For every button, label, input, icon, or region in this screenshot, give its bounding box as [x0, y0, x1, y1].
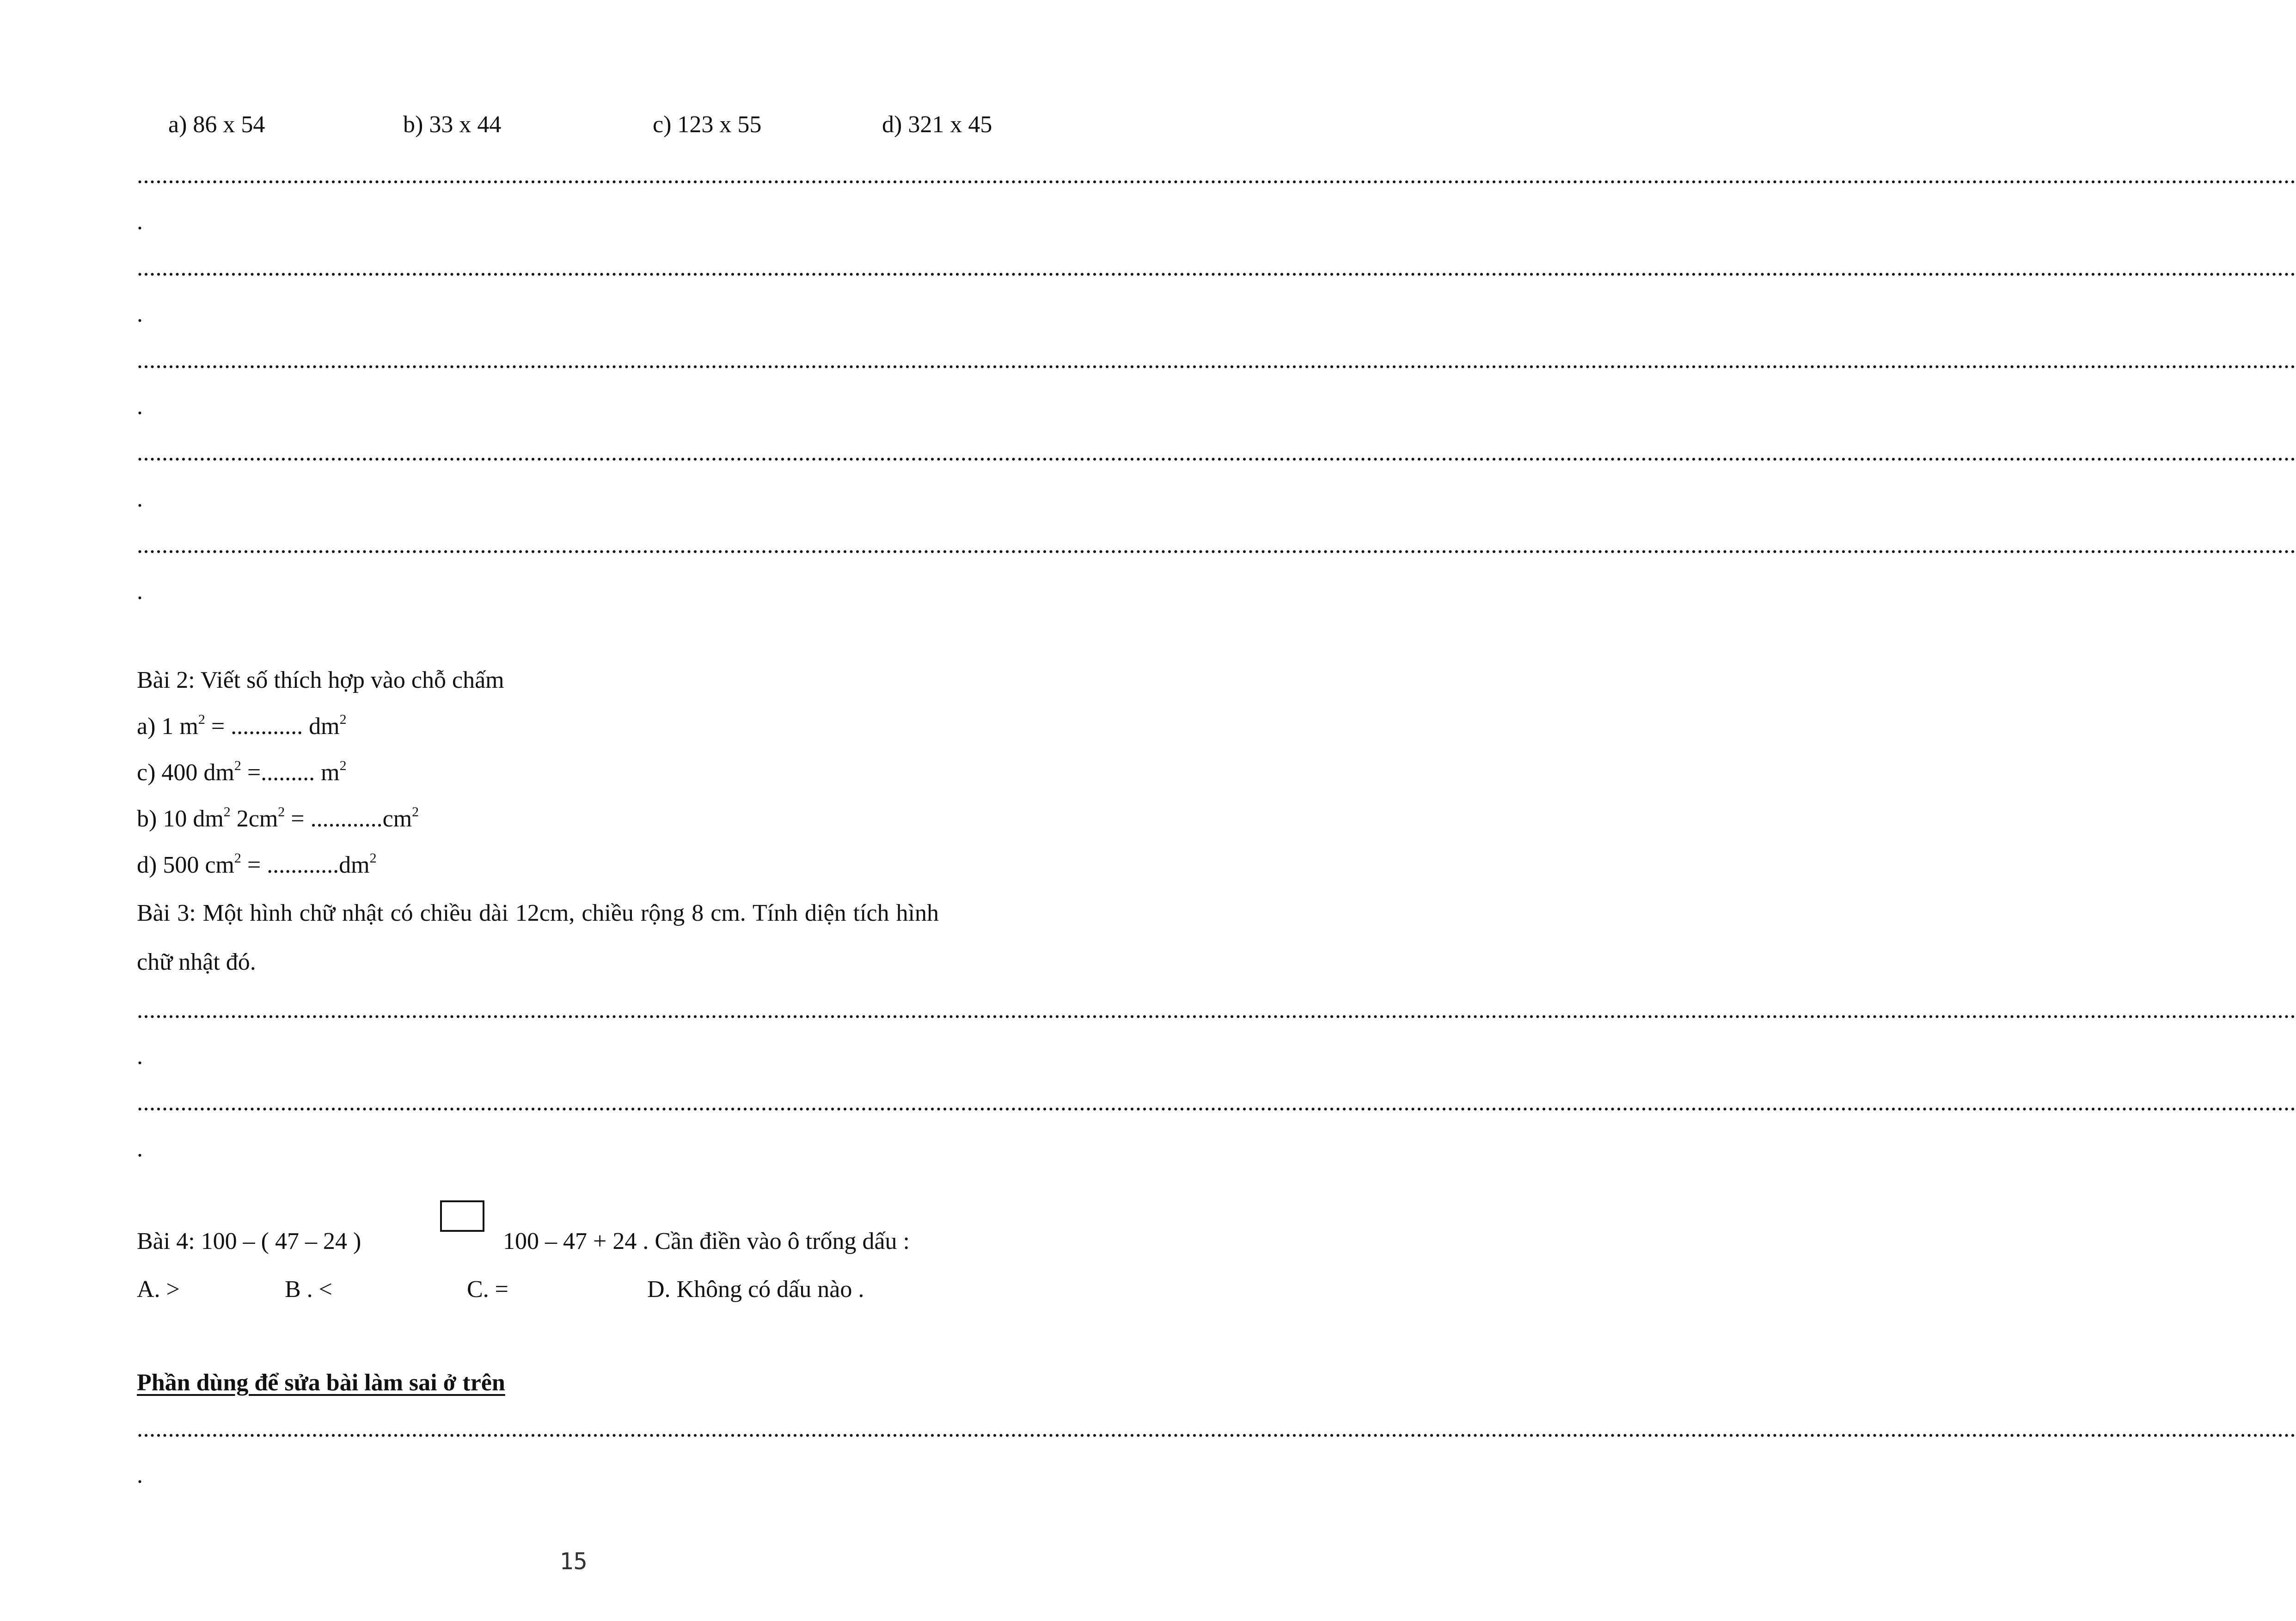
bai2-item-b: b) 10 $dm^2$ $2cm^2 = ............cm^2$ [137, 804, 419, 832]
answer-line-end: . [137, 486, 143, 512]
bai2-title: Bài 2: Viết số thích hợp vào chỗ chấm [137, 667, 504, 693]
answer-line-end: . [137, 578, 143, 605]
answer-line: .......................................................................................................................................................................................................................................................................................................................................................... [137, 255, 2296, 281]
correction-heading: Phần dùng để sửa bài làm sai ở trên [137, 1370, 505, 1396]
bai1-item-a: a) 86 x 54 [168, 111, 265, 138]
answer-line: .......................................................................................................................................................................................................................................................................................................................................................... [137, 440, 2296, 466]
answer-line: .......................................................................................................................................................................................................................................................................................................................................................... [137, 532, 2296, 558]
answer-line-end: . [137, 301, 143, 327]
answer-line-end: . [137, 1043, 143, 1070]
bai1-item-c: c) 123 x 55 [653, 111, 762, 138]
bai4-option-a: A. > [137, 1276, 180, 1303]
bai2-item-c: c) 400 $dm^2$ =......... $m^2$ [137, 758, 347, 786]
bai2-item-a: a) 1 $m^2$ = ............ $dm^2$ [137, 712, 347, 740]
bai4-right-expression: 100 – 47 + 24 . Cần điền vào ô trống dấu : [503, 1228, 910, 1254]
answer-line: .......................................................................................................................................................................................................................................................................................................................................................... [137, 1416, 2296, 1442]
answer-line-end: . [137, 1462, 143, 1488]
bai3-line2: chữ nhật đó. [137, 949, 256, 975]
answer-line: .......................................................................................................................................................................................................................................................................................................................................................... [137, 1089, 2296, 1116]
bai4-option-d: D. Không có dấu nào . [647, 1276, 864, 1303]
bai1-item-b: b) 33 x 44 [403, 111, 502, 138]
page-number: 15 [559, 1548, 588, 1575]
bai2-item-d: d) 500 $cm^2 = ............dm^2$ [137, 850, 377, 878]
bai4-option-c: C. = [467, 1276, 509, 1303]
answer-line-end: . [137, 208, 143, 235]
bai4-option-b: B . < [285, 1276, 333, 1303]
answer-line-end: . [137, 393, 143, 420]
answer-line: .......................................................................................................................................................................................................................................................................................................................................................... [137, 997, 2296, 1023]
bai4-left-expression: Bài 4: 100 – ( 47 – 24 ) [137, 1228, 361, 1254]
answer-line: .......................................................................................................................................................................................................................................................................................................................................................... [137, 347, 2296, 373]
answer-line: .......................................................................................................................................................................................................................................................................................................................................................... [137, 162, 2296, 189]
answer-line-end: . [137, 1136, 143, 1162]
bai1-item-d: d) 321 x 45 [882, 111, 992, 138]
bai3-line1: Bài 3: Một hình chữ nhật có chiều dài 12cm, chiều rộng 8 cm. Tính diện tích hình [137, 900, 939, 926]
answer-box[interactable] [440, 1200, 484, 1232]
